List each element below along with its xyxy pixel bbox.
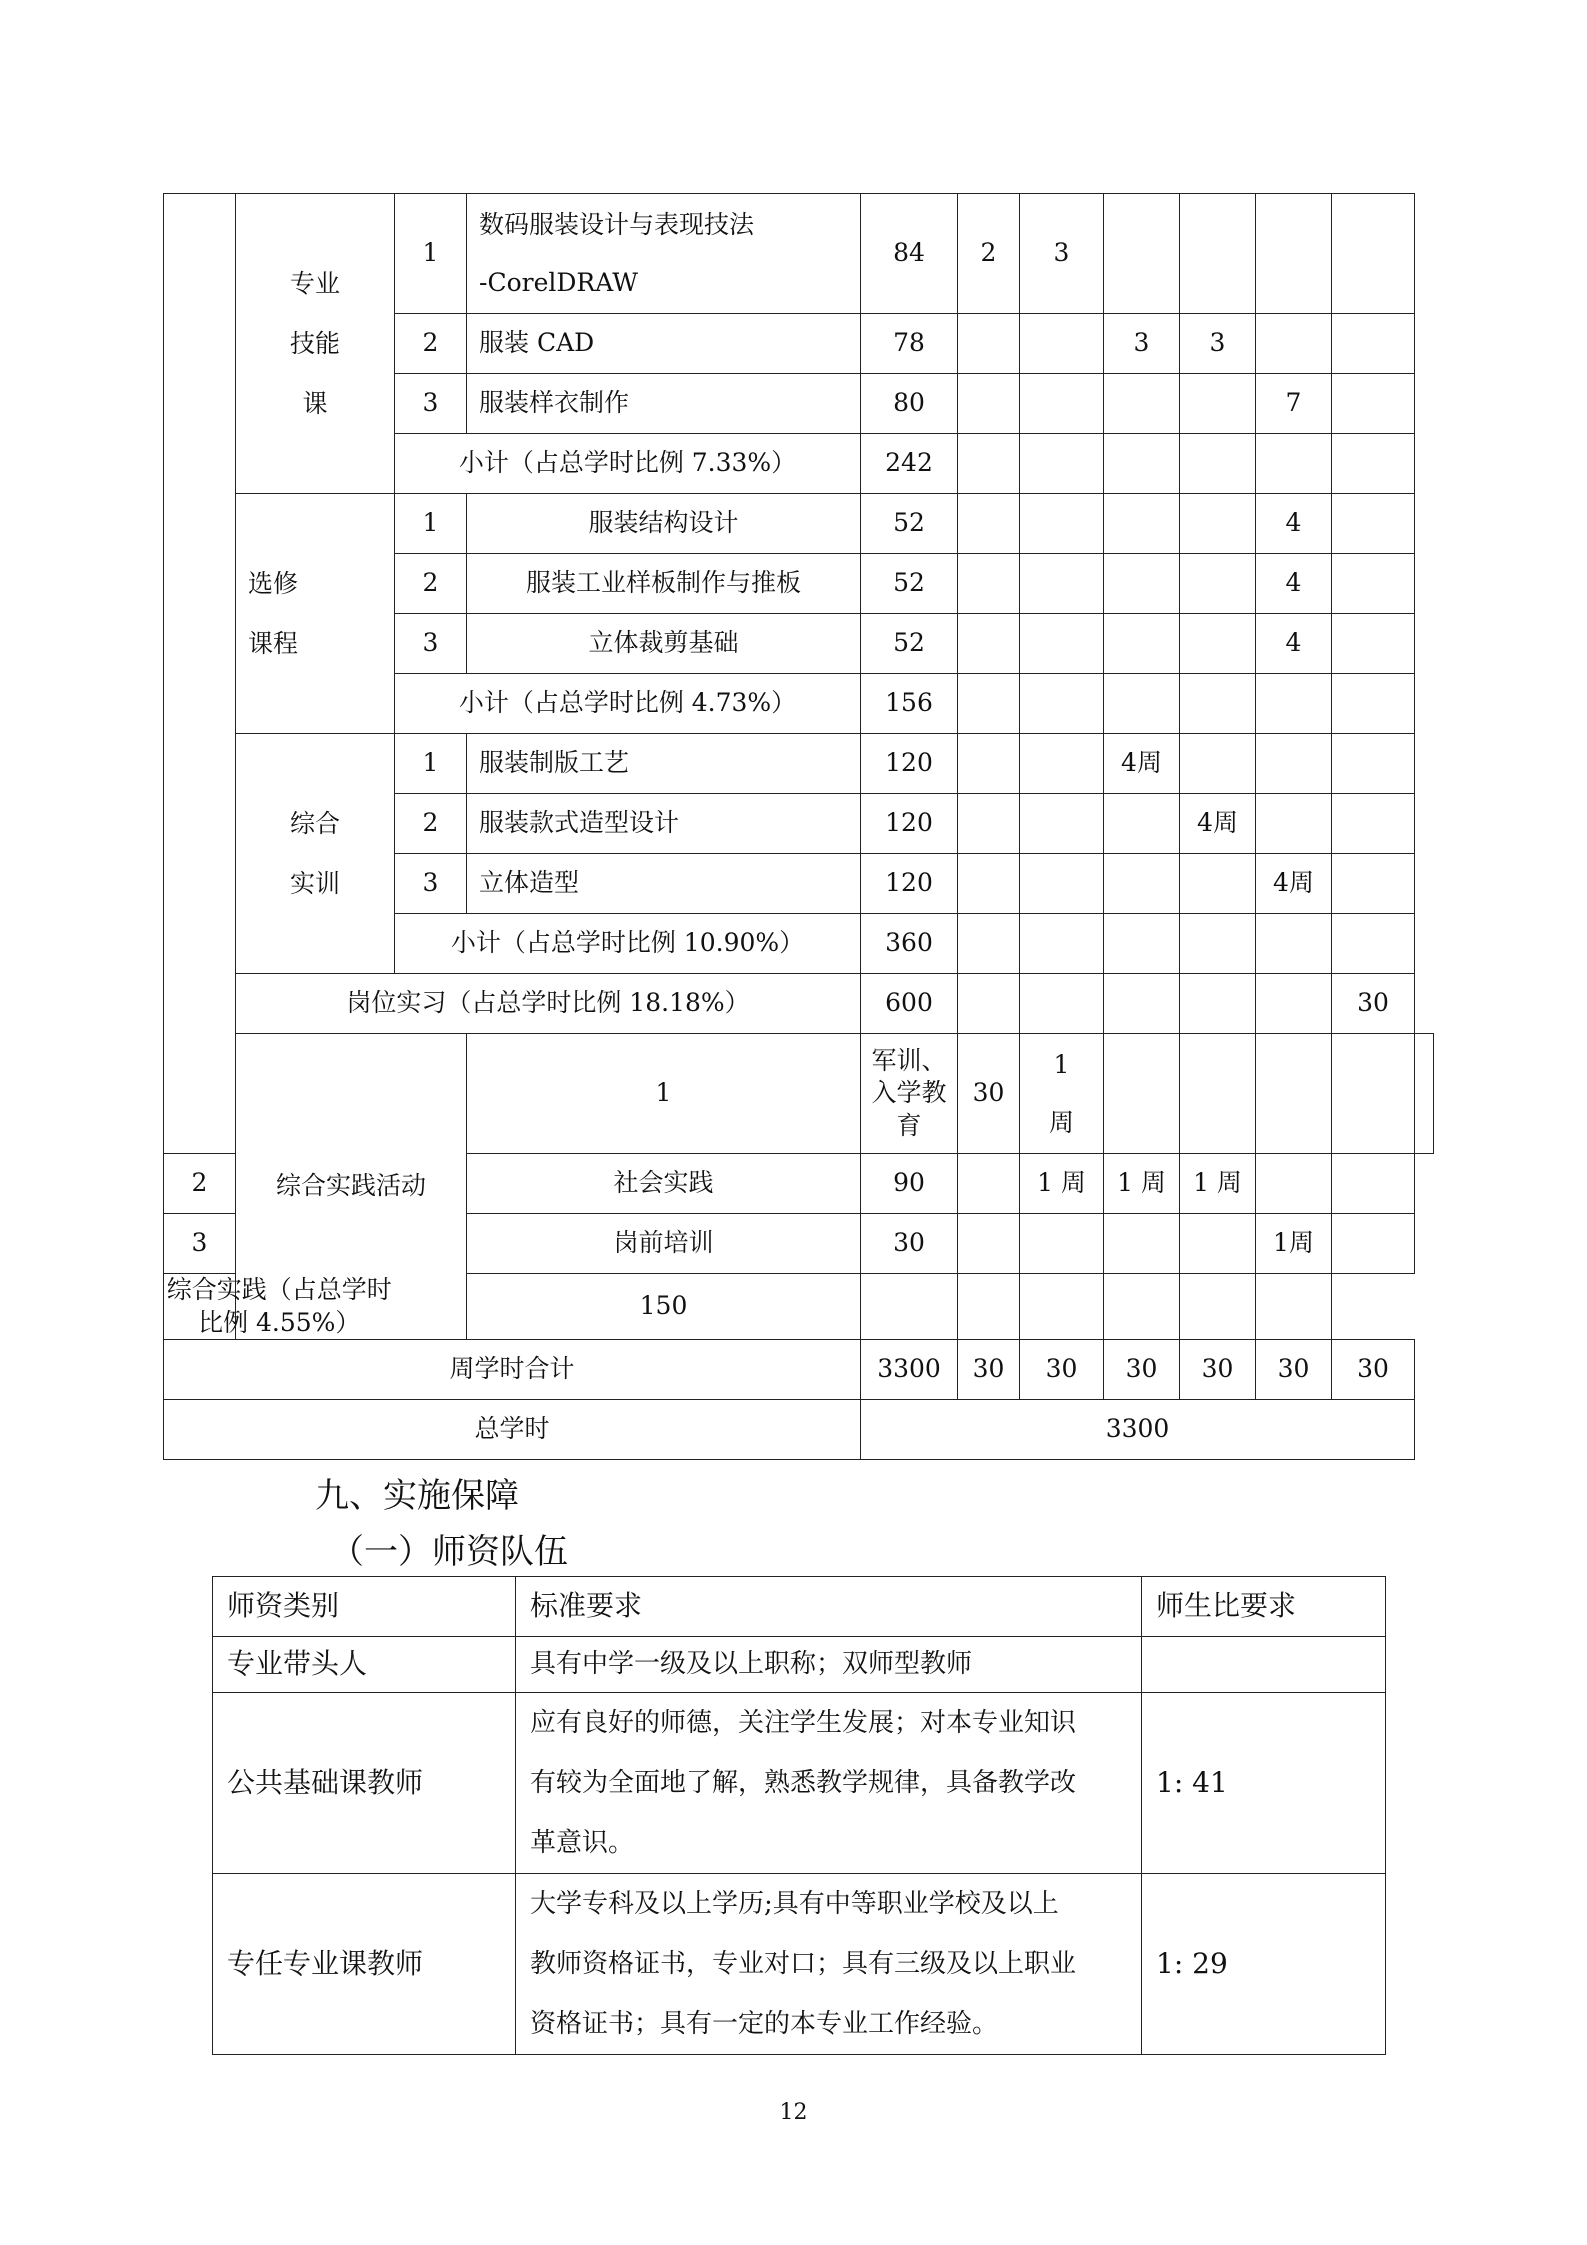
- row-number: 2: [164, 1154, 236, 1214]
- hours-cell: 242: [861, 434, 958, 494]
- semester-3-cell: 1 周: [1104, 1154, 1180, 1214]
- staff-type: 专业带头人: [213, 1637, 516, 1693]
- elective-group-label: 选修 课程: [236, 494, 395, 734]
- row-number: 3: [164, 1214, 236, 1274]
- course-name: 服装结构设计: [467, 494, 861, 554]
- subsection-heading: （一）师资队伍: [330, 1532, 568, 1572]
- column-header: 师资类别: [213, 1577, 516, 1637]
- course-name: 立体裁剪基础: [467, 614, 861, 674]
- column-header: 师生比要求: [1142, 1577, 1386, 1637]
- row-number: 3: [395, 614, 467, 674]
- curriculum-table: [163, 193, 1434, 1460]
- row-number: 3: [395, 374, 467, 434]
- page-number: 12: [779, 2100, 808, 2125]
- hours-cell: 52: [861, 614, 958, 674]
- column-header: 标准要求: [516, 1577, 1142, 1637]
- course-name: 服装制版工艺: [467, 734, 861, 794]
- row-number: 1: [395, 494, 467, 554]
- semester-5-cell: 7: [1256, 374, 1332, 434]
- semester-5-cell: 4: [1256, 614, 1332, 674]
- semester-6-cell: 30: [1332, 1340, 1415, 1400]
- practice-group-label: 综合实践活动: [236, 1034, 467, 1340]
- hours-cell: 600: [861, 974, 958, 1034]
- table-row: [213, 1693, 1386, 1874]
- semester-4-cell: 1 周: [1180, 1154, 1256, 1214]
- semester-3-cell: 30: [1104, 1340, 1180, 1400]
- hours-cell: 156: [861, 674, 958, 734]
- hours-cell: 52: [861, 494, 958, 554]
- grand-total-label: 总学时: [164, 1400, 861, 1460]
- semester-1-cell: 1 周: [1020, 1034, 1104, 1154]
- semester-2-cell: 3: [1020, 194, 1104, 314]
- row-number: 2: [395, 314, 467, 374]
- semester-6-cell: 30: [1332, 974, 1415, 1034]
- hours-cell: 52: [861, 554, 958, 614]
- course-name: 数码服装设计与表现技法 -CorelDRAW: [467, 194, 861, 314]
- staff-ratio: [1142, 1637, 1386, 1693]
- semester-3-cell: 3: [1104, 314, 1180, 374]
- hours-cell: 120: [861, 854, 958, 914]
- section-heading: 九、实施保障: [315, 1476, 519, 1516]
- internship-row: [164, 974, 1434, 1034]
- semester-5-cell: 4: [1256, 554, 1332, 614]
- course-name: 服装工业样板制作与推板: [467, 554, 861, 614]
- table-row: [213, 1637, 1386, 1693]
- semester-4-cell: 3: [1180, 314, 1256, 374]
- weekly-total-label: 周学时合计: [164, 1340, 861, 1400]
- semester-6-cell: [1332, 194, 1415, 314]
- semester-6-cell: [1332, 374, 1415, 434]
- semester-6-cell: [1332, 314, 1415, 374]
- hours-cell: 90: [861, 1154, 958, 1214]
- semester-5-cell: 30: [1256, 1340, 1332, 1400]
- table-header-row: [213, 1577, 1386, 1637]
- hours-cell: 150: [467, 1274, 861, 1340]
- semester-2-cell: [1020, 374, 1104, 434]
- skill-group-label: 专业 技能 课: [236, 194, 395, 494]
- course-name: 服装款式造型设计: [467, 794, 861, 854]
- grand-total-value: 3300: [861, 1400, 1415, 1460]
- semester-2-cell: 1 周: [1020, 1154, 1104, 1214]
- table-row: [164, 734, 1434, 794]
- semester-3-cell: [1104, 194, 1180, 314]
- row-number: 1: [395, 734, 467, 794]
- row-number: 3: [395, 854, 467, 914]
- semester-5-cell: 1周: [1256, 1214, 1332, 1274]
- hours-cell: 30: [861, 1214, 958, 1274]
- subtotal-label: 小计（占总学时比例 7.33%）: [395, 434, 861, 494]
- course-name: 立体造型: [467, 854, 861, 914]
- subtotal-row: [164, 1274, 1434, 1340]
- staff-table: [212, 1576, 1386, 2055]
- hours-cell: 120: [861, 794, 958, 854]
- subtotal-label: 小计（占总学时比例 4.73%）: [395, 674, 861, 734]
- grand-total-row: [164, 1400, 1434, 1460]
- staff-requirement: 应有良好的师德，关注学生发展；对本专业知识 有较为全面地了解，熟悉教学规律，具备教学改 革意识。: [516, 1693, 1142, 1874]
- row-number: 1: [395, 194, 467, 314]
- semester-1-cell: 2: [958, 194, 1020, 314]
- semester-5-cell: [1256, 314, 1332, 374]
- course-name: 服装样衣制作: [467, 374, 861, 434]
- row-number: 2: [395, 794, 467, 854]
- course-name: 社会实践: [467, 1154, 861, 1214]
- semester-1-cell: [958, 374, 1020, 434]
- internship-label: 岗位实习（占总学时比例 18.18%）: [236, 974, 861, 1034]
- staff-ratio: 1: 29: [1142, 1874, 1386, 2055]
- hours-cell: 120: [861, 734, 958, 794]
- hours-cell: 3300: [861, 1340, 958, 1400]
- semester-4-cell: 4周: [1180, 794, 1256, 854]
- subtotal-label: 小计（占总学时比例 10.90%）: [395, 914, 861, 974]
- hours-cell: 30: [958, 1034, 1020, 1154]
- staff-type: 专任专业课教师: [213, 1874, 516, 2055]
- semester-2-cell: 30: [1020, 1340, 1104, 1400]
- semester-5-cell: [1256, 194, 1332, 314]
- hours-cell: 78: [861, 314, 958, 374]
- semester-4-cell: [1180, 194, 1256, 314]
- staff-requirement: 大学专科及以上学历;具有中等职业学校及以上 教师资格证书，专业对口；具有三级及以上职业 资格证书；具有一定的本专业工作经验。: [516, 1874, 1142, 2055]
- course-name: 军训、入学教育: [861, 1034, 958, 1154]
- semester-3-cell: 4周: [1104, 734, 1180, 794]
- course-name: 岗前培训: [467, 1214, 861, 1274]
- table-row: [213, 1874, 1386, 2055]
- hours-cell: 360: [861, 914, 958, 974]
- staff-type: 公共基础课教师: [213, 1693, 516, 1874]
- semester-4-cell: 30: [1180, 1340, 1256, 1400]
- semester-5-cell: 4: [1256, 494, 1332, 554]
- weekly-total-row: [164, 1340, 1434, 1400]
- subtotal-label: 综合实践（占总学时比例 4.55%）: [164, 1274, 395, 1340]
- table-row: [164, 1034, 1434, 1154]
- semester-5-cell: 4周: [1256, 854, 1332, 914]
- hours-cell: 84: [861, 194, 958, 314]
- staff-ratio: 1: 41: [1142, 1693, 1386, 1874]
- course-name: 服装 CAD: [467, 314, 861, 374]
- semester-1-cell: 30: [958, 1340, 1020, 1400]
- blank-category-cell: [164, 194, 236, 1154]
- training-group-label: 综合 实训: [236, 734, 395, 974]
- hours-cell: 80: [861, 374, 958, 434]
- semester-3-cell: [1104, 374, 1180, 434]
- staff-requirement: 具有中学一级及以上职称；双师型教师: [516, 1637, 1142, 1693]
- table-row: [164, 494, 1434, 554]
- row-number: 1: [467, 1034, 861, 1154]
- semester-2-cell: [1020, 314, 1104, 374]
- semester-4-cell: [1180, 374, 1256, 434]
- row-number: 2: [395, 554, 467, 614]
- table-row: [164, 194, 1434, 314]
- semester-1-cell: [958, 314, 1020, 374]
